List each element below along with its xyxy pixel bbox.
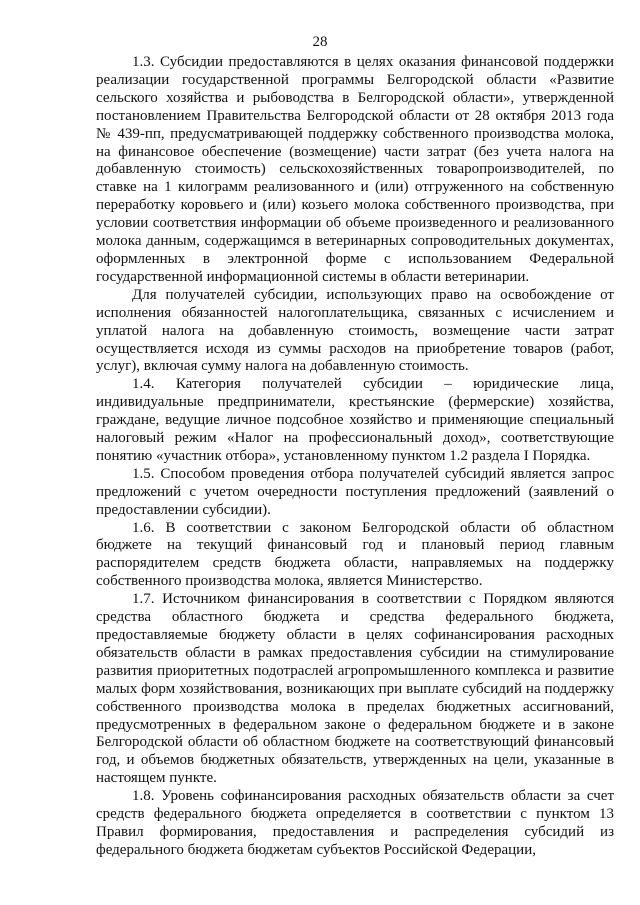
paragraph-1-4: 1.4. Категория получателей субсидии – юридические лица, индивидуальные предприниматели, крестьянские (фермерские) хозяйства, граждане, ведущие личное подсобное хозяйство и применяющие специальный налоговый режим «Налог на профессиональный доход», соответствующие понятию «участник отбора», установленному пунктом 1.2 раздела I Порядка. (96, 376, 614, 464)
paragraph-1-7: 1.7. Источником финансирования в соответствии с Порядком являются средства областного бюджета и средства федерального бюджета, предоставляемые бюджету области в целях софинансирования расходных обязательств области в рамках предоставления субсидии на стимулирование развития приоритетных подотраслей агропромышленного комплекса и развитие малых форм хозяйствования, возникающих при выплате субсидий на поддержку собственного производства молока в пределах бюджетных ассигнований, предусмотренных в федеральном законе о федеральном бюджете и в законе Белгородской области об областном бюджете на соответствующий финансовый год, и объемов бюджетных обязательств, утвержденных на цели, указанные в настоящем пункте. (96, 591, 614, 787)
paragraph-1-3-continued: Для получателей субсидии, использующих право на освобождение от исполнения обязанностей налогоплательщика, связанных с исчислением и уплатой налога на добавленную стоимость, возмещение части затрат осуществляется исходя из суммы расходов на приобретение товаров (работ, услуг), включая сумму налога на добавленную стоимость. (96, 286, 614, 375)
paragraph-1-5: 1.5. Способом проведения отбора получателей субсидий является запрос предложений с учетом очередности поступления предложений (заявлений о предоставлении субсидии). (96, 465, 614, 518)
document-body (96, 54, 614, 860)
paragraph-1-3: 1.3. Субсидии предоставляются в целях оказания финансовой поддержки реализации государственной программы Белгородской области «Развитие сельского хозяйства и рыбоводства в Белгородской области», утвержденной постановлением Правительства Белгородской области от 28 октября 2013 года № 439-пп, предусматривающей поддержку собственного производства молока, на финансовое обеспечение (возмещение) части затрат (без учета налога на добавленную стоимость) сельскохозяйственных товаропроизводителей, по ставке на 1 килограмм реализованного и (или) отгруженного на собственную переработку коровьего и (или) козьего молока собственного производства, при условии соответствия информации об объеме произведенного и реализованного молока данным, содержащимся в ветеринарных сопроводительных документах, оформленных в электронной форме с использованием Федеральной государственной информационной системы в области ветеринарии. (96, 54, 614, 285)
paragraph-1-8: 1.8. Уровень софинансирования расходных обязательств области за счет средств федерального бюджета определяется в соответствии с пунктом 13 Правил формирования, предоставления и распределения субсидий из федерального бюджета бюджетам субъектов Российской Федерации, (96, 788, 614, 858)
paragraph-1-6: 1.6. В соответствии с законом Белгородской области об областном бюджете на текущий финансовый год и плановый период главным распорядителем средств бюджета области, направляемых на поддержку собственного производства молока, является Министерство. (96, 519, 614, 590)
page-number: 28 (312, 34, 328, 50)
